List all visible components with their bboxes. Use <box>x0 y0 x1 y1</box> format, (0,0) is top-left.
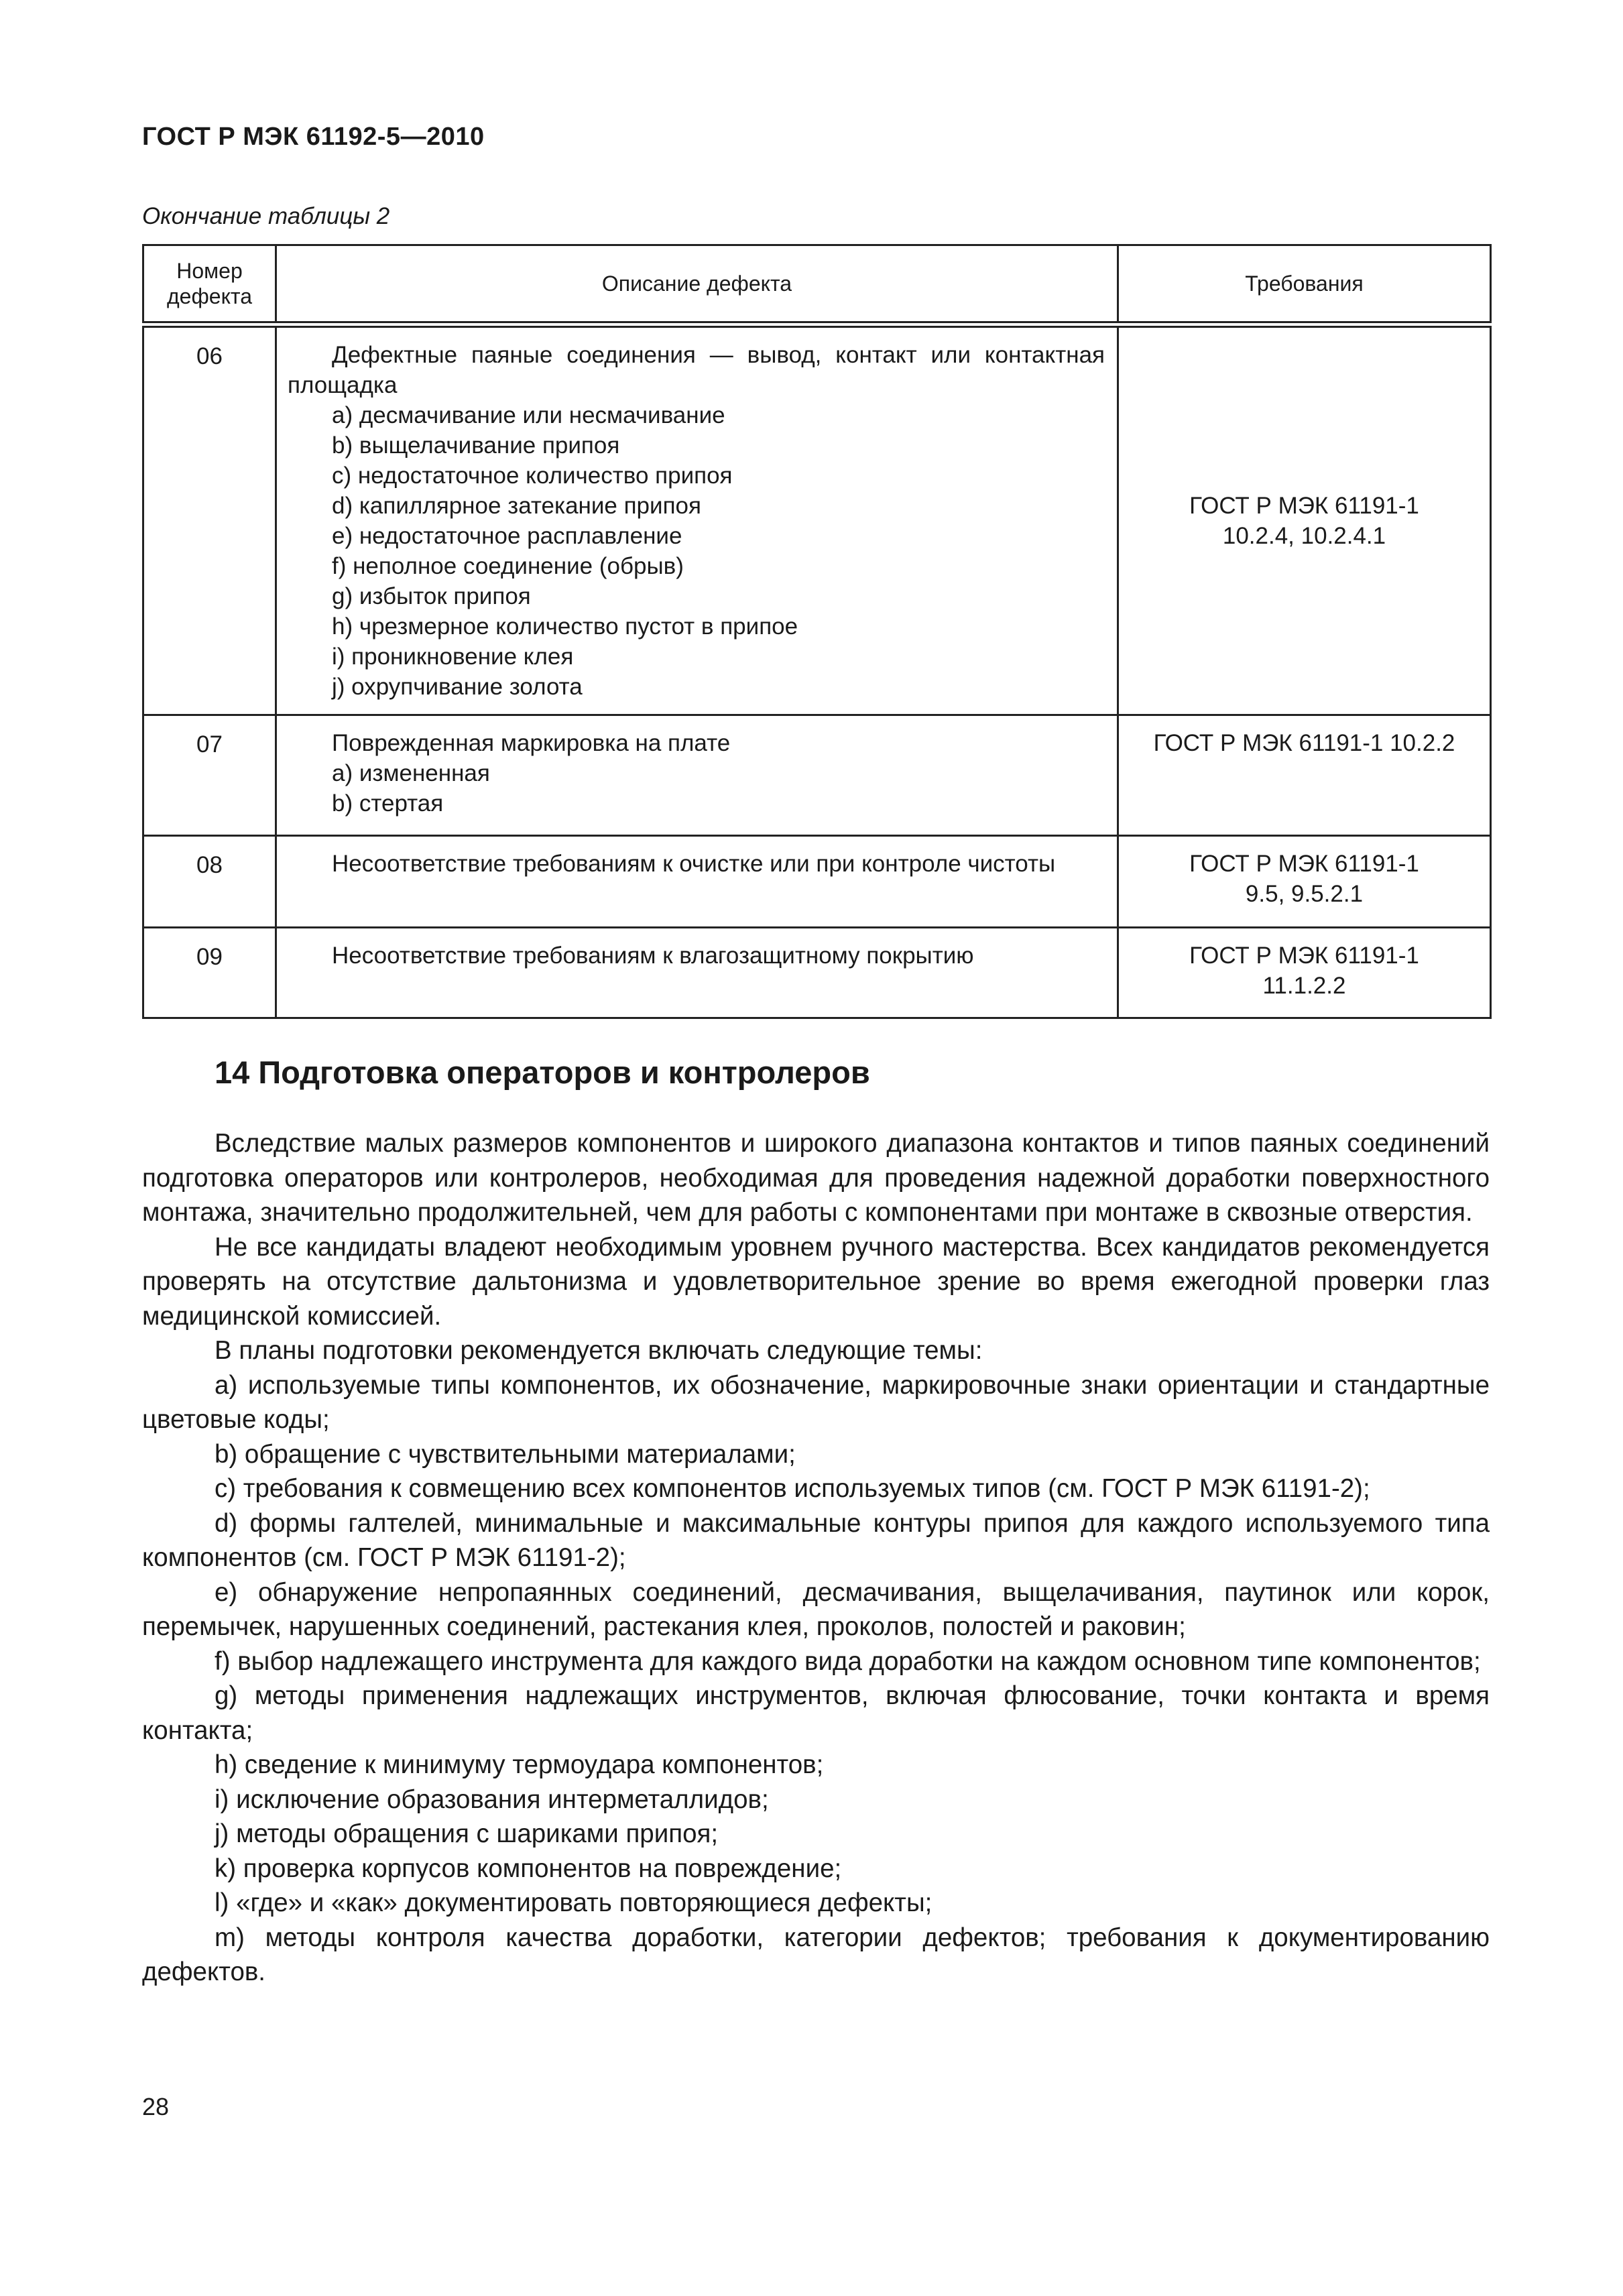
list-item: d) формы галтелей, минимальные и максимальные контуры припоя для каждого используемого типа компонентов (см. ГОСТ Р МЭК 61191-2); <box>142 1508 1490 1572</box>
section-body <box>142 1126 1490 1990</box>
defect-title: Дефектные паяные соединения — вывод, контакт или контактная площадка <box>288 342 1105 398</box>
defect-subitem: b) стертая <box>332 790 444 817</box>
defect-title: Несоответствие требованиям к влагозащитному покрытию <box>332 943 974 969</box>
defects-table <box>142 244 1492 1019</box>
header-defect-description: Описание дефекта <box>276 245 1118 325</box>
paragraph: Не все кандидаты владеют необходимым уровнем ручного мастерства. Всех кандидатов рекомендуется проверять на отсутствие дальтонизма и удовлетворительное зрение во время ежегодной проверки глаз медицинской комиссией. <box>142 1232 1490 1331</box>
paragraph: В планы подготовки рекомендуется включать следующие темы: <box>215 1336 983 1365</box>
requirement-standard: ГОСТ Р МЭК 61191-1 <box>1189 492 1419 519</box>
defect-subitem: j) охрупчивание золота <box>332 674 583 700</box>
defect-subitem: c) недостаточное количество припоя <box>332 463 733 489</box>
requirement-standard: ГОСТ Р МЭК 61191-1 10.2.2 <box>1153 730 1455 756</box>
list-item: g) методы применения надлежащих инструментов, включая флюсование, точки контакта и время контакта; <box>142 1681 1490 1745</box>
defect-number: 06 <box>143 324 276 715</box>
defect-description <box>276 324 1118 715</box>
defect-requirement <box>1118 928 1491 1018</box>
defect-subitem: i) проникновение клея <box>332 644 574 670</box>
list-item: l) «где» и «как» документировать повторяющиеся дефекты; <box>215 1888 933 1917</box>
list-item: a) используемые типы компонентов, их обозначение, маркировочные знаки ориентации и стандартные цветовые коды; <box>142 1370 1490 1434</box>
defect-subitem: h) чрезмерное количество пустот в припое <box>332 613 798 640</box>
header-defect-number: Номер дефекта <box>143 245 276 325</box>
defect-description <box>276 928 1118 1018</box>
table-row <box>143 715 1491 836</box>
requirement-standard: ГОСТ Р МЭК 61191-1 <box>1189 943 1419 969</box>
defect-number: 09 <box>143 928 276 1018</box>
paragraph: Вследствие малых размеров компонентов и широкого диапазона контактов и типов паяных соединений подготовка операторов или контролеров, необходимая для проведения надежной доработки поверхностного монтажа, значительно продолжительней, чем для работы с компонентами при монтаже в сквозные отверстия. <box>142 1129 1490 1227</box>
document-header: ГОСТ Р МЭК 61192-5—2010 <box>142 123 485 151</box>
defect-title: Несоответствие требованиям к очистке или при контроле чистоты <box>332 851 1056 877</box>
defect-number: 07 <box>143 715 276 836</box>
requirement-clauses: 9.5, 9.5.2.1 <box>1245 881 1364 907</box>
requirement-clauses: 11.1.2.2 <box>1262 973 1346 999</box>
list-item: j) методы обращения с шариками припоя; <box>215 1819 719 1848</box>
list-item: c) требования к совмещению всех компонентов используемых типов (см. ГОСТ Р МЭК 61191-2); <box>215 1474 1370 1503</box>
table-row <box>143 928 1491 1018</box>
defect-subitem: e) недостаточное расплавление <box>332 523 682 549</box>
defect-subitem: a) десмачивание или несмачивание <box>332 402 725 428</box>
table-row <box>143 324 1491 715</box>
header-requirements: Требования <box>1118 245 1491 325</box>
list-item: f) выбор надлежащего инструмента для каждого вида доработки на каждом основном типе компонентов; <box>215 1646 1481 1676</box>
list-item: k) проверка корпусов компонентов на повреждение; <box>215 1854 842 1883</box>
defect-subitem: g) избыток припоя <box>332 583 531 609</box>
defect-requirement <box>1118 715 1491 836</box>
defect-requirement <box>1118 324 1491 715</box>
list-item: e) обнаружение непропаянных соединений, десмачивания, выщелачивания, паутинок или корок, перемычек, нарушенных соединений, растекания клея, проколов, полостей и раковин; <box>142 1577 1490 1641</box>
defect-title: Поврежденная маркировка на плате <box>332 730 731 756</box>
defect-description <box>276 715 1118 836</box>
section-heading: 14 Подготовка операторов и контролеров <box>215 1054 870 1090</box>
defect-description <box>276 836 1118 928</box>
defect-subitem: f) неполное соединение (обрыв) <box>332 553 684 579</box>
defect-requirement <box>1118 836 1491 928</box>
list-item: i) исключение образования интерметаллидов; <box>215 1785 769 1814</box>
requirement-standard: ГОСТ Р МЭК 61191-1 <box>1189 851 1419 877</box>
defect-subitem: d) капиллярное затекание припоя <box>332 493 701 519</box>
defect-subitem: b) выщелачивание припоя <box>332 432 620 459</box>
requirement-clauses: 10.2.4, 10.2.4.1 <box>1222 522 1386 549</box>
defect-subitem: a) измененная <box>332 760 490 786</box>
page-number: 28 <box>142 2093 170 2120</box>
list-item: h) сведение к минимуму термоудара компонентов; <box>215 1750 824 1779</box>
list-item: b) обращение с чувствительными материалами; <box>215 1439 796 1469</box>
table-header-row <box>143 245 1491 325</box>
table-row <box>143 836 1491 928</box>
defect-number: 08 <box>143 836 276 928</box>
table-caption: Окончание таблицы 2 <box>142 203 390 229</box>
list-item: m) методы контроля качества доработки, категории дефектов; требования к документированию дефектов. <box>142 1923 1490 1986</box>
